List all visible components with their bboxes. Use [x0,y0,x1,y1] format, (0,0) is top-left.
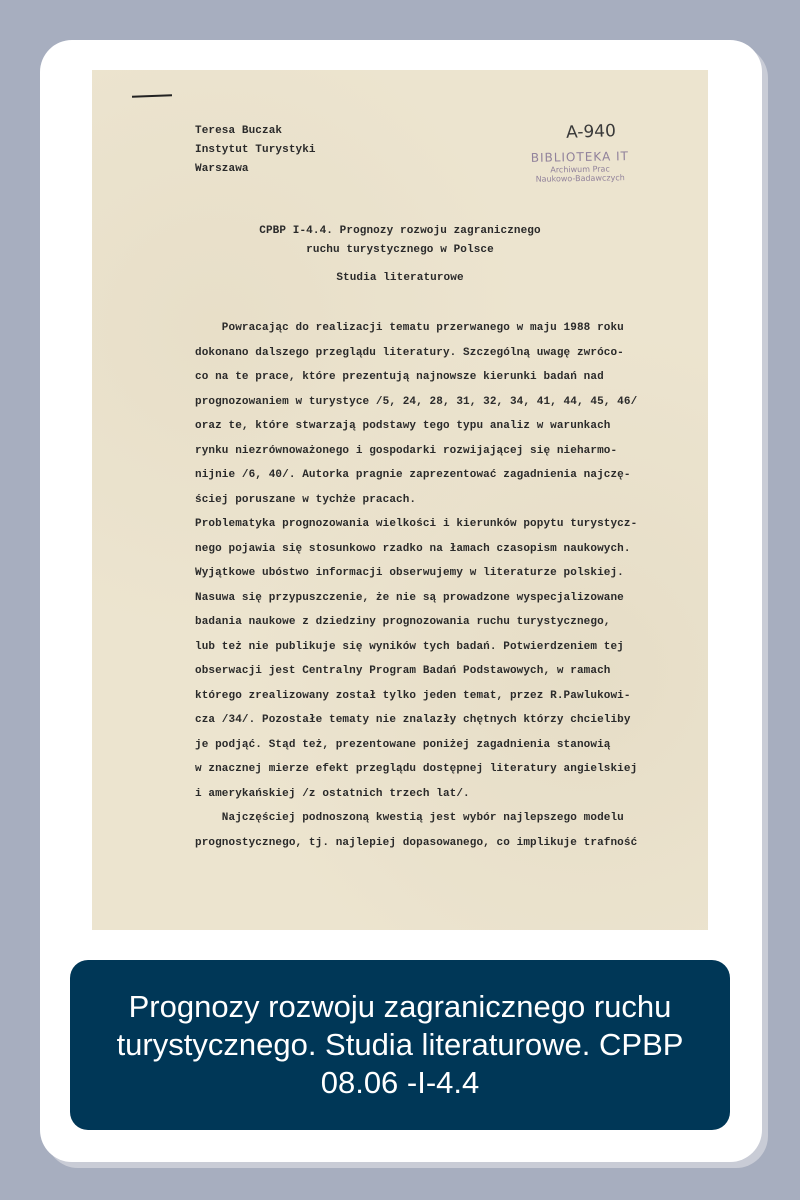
library-stamp [510,149,651,184]
stamp-line-1: BIBLIOTEKA IT [530,149,630,165]
ink-mark [132,94,172,97]
body-line: prognozowaniem w turystyce /5, 24, 28, 31, 32, 34, 41, 44, 45, 46/ [195,395,638,408]
stamp-line-2: Archiwum Prac [550,164,610,175]
body-line: lub też nie publikuje się wyników tych badań. Potwierdzeniem tej [195,640,624,653]
body-line: prognostycznego, tj. najlepiej dopasowanego, co implikuje trafność [195,836,638,849]
body-line: obserwacji jest Centralny Program Badań Podstawowych, w ramach [195,665,611,677]
body-line: rynku niezrównoważonego i gospodarki rozwijającej się nieharmo- [195,444,618,457]
document-title [92,222,708,260]
body-line: co na te prace, które prezentują najnowsze kierunki badań nad [195,371,604,383]
handwritten-reference: A-940 [565,121,617,143]
subtitle-text: Studia literaturowe [336,272,464,284]
body-line: je podjąć. Stąd też, prezentowane poniżej zagadnienia stanowią [195,738,611,751]
sender-block [195,122,316,179]
document-subtitle [92,272,708,284]
body-line: badania naukowe z dziedziny prognozowania ruchu turystycznego, [195,616,611,628]
sender-name: Teresa Buczak [195,125,283,137]
body-line: Wyjątkowe ubóstwo informacji obserwujemy w literaturze polskiej. [195,567,624,579]
sender-institution: Instytut Turystyki [195,144,316,156]
title-line-2: ruchu turystycznego w Polsce [306,244,494,256]
body-line: w znacznej mierze efekt przeglądu dostępnej literatury angielskiej [195,763,638,775]
body-line: cza /34/. Pozostałe tematy nie znalazły chętnych którzy chcieliby [195,714,631,726]
body-line: i amerykańskiej /z ostatnich trzech lat/. [195,787,470,800]
body-line: Najczęściej podnoszoną kwestią jest wybór najlepszego modelu [195,812,624,824]
stamp-line-3: Naukowo-Badawczych [535,173,625,184]
body-line: dokonano dalszego przeglądu literatury. Szczególną uwagę zwróco- [195,346,624,359]
body-line: nego pojawia się stosunkowo rzadko na łamach czasopism naukowych. [195,542,631,555]
body-line: Powracając do realizacji tematu przerwanego w maju 1988 roku [195,322,624,334]
body-line: ściej poruszane w tychże pracach. [195,493,417,506]
document-body [195,316,637,855]
scanned-document-image [92,70,708,930]
body-line: którego zrealizowany został tylko jeden temat, przez R.Pawlukowi- [195,689,631,702]
body-line: Problematyka prognozowania wielkości i kierunków popytu turystycz- [195,518,638,530]
sender-city: Warszawa [195,163,249,175]
body-line: nijnie /6, 40/. Autorka pragnie zaprezentować zagadnienia najczę- [195,469,631,481]
body-line: Nasuwa się przypuszczenie, że nie są prowadzone wyspecjalizowane [195,591,624,604]
body-line: oraz te, które stwarzają podstawy tego typu analiz w warunkach [195,420,611,432]
title-line-1: CPBP I-4.4. Prognozy rozwoju zagranicznego [259,225,541,237]
caption-title[interactable]: Prognozy rozwoju zagranicznego ruchu turystycznego. Studia literaturowe. CPBP 08.06 -I-4.4 [70,960,730,1130]
